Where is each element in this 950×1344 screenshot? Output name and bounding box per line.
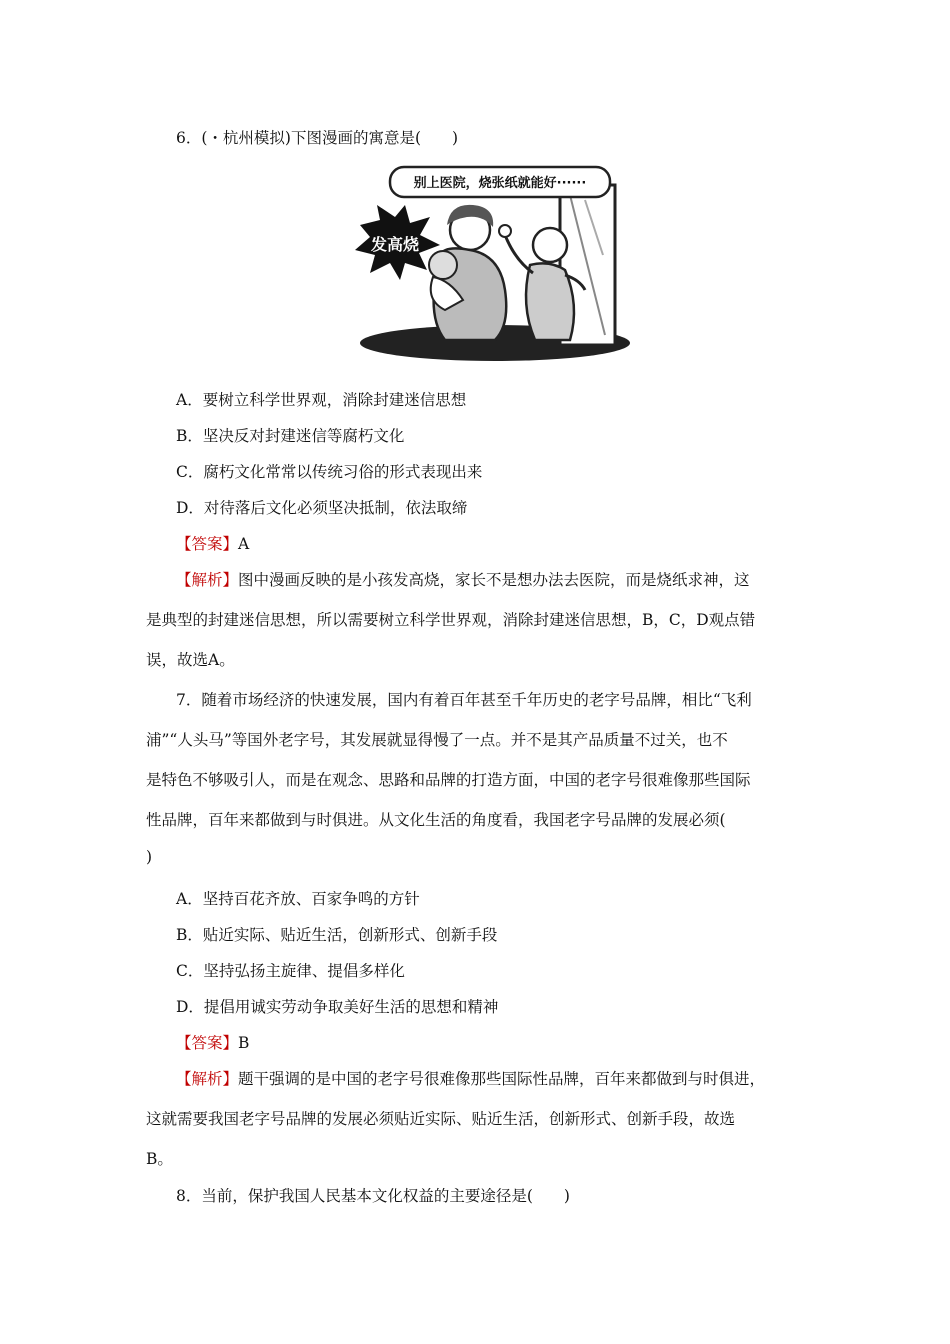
q7-option-b: B．贴近实际、贴近生活，创新形式、创新手段 [176,926,498,944]
q6-answer [176,532,249,554]
q6-analysis-line-2: 是典型的封建迷信思想，所以需要树立科学世界观，消除封建迷信思想，B，C，D观点错 [146,611,756,629]
q7-answer [176,1031,249,1053]
q6-analysis-line-1: 【解析】图中漫画反映的是小孩发高烧，家长不是想办法去医院，而是烧纸求神，这 [176,571,750,589]
analysis-tag: 【解析】 [176,571,239,589]
q7-stem-line-2: 浦”“人头马”等国外老字号，其发展就显得慢了一点。并不是其产品质量不过关，也不 [146,731,728,749]
q7-stem-line-5: ) [146,848,153,866]
q6-option-a: A．要树立科学世界观，消除封建迷信思想 [176,391,467,409]
old-man-head [533,228,567,262]
q7-stem-line-1: 7．随着市场经济的快速发展，国内有着百年甚至千年历史的老字号品牌，相比“飞利 [176,691,752,709]
answer-value: A [238,535,250,553]
q7-option-c: C．坚持弘扬主旋律、提倡多样化 [176,962,405,980]
analysis-tag: 【解析】 [176,1070,239,1088]
q7-analysis-line-1: 【解析】题干强调的是中国的老字号很难像那些国际性品牌，百年来都做到与时俱进， [176,1070,766,1088]
q7-stem-line-3: 是特色不够吸引人，而是在观念、思路和品牌的打造方面，中国的老字号很难像那些国际 [146,771,751,789]
q6-stem: 6．(・杭州模拟)下图漫画的寓意是( ) [176,129,459,147]
q6-option-b: B．坚决反对封建迷信等腐朽文化 [176,427,405,445]
superstition-cartoon [355,165,630,365]
answer-tag: 【答案】 [176,535,239,553]
old-man-hand [499,225,511,237]
q6-option-c: C．腐朽文化常常以传统习俗的形式表现出来 [176,463,483,481]
burst-text: 发高烧 [370,235,420,254]
q7-option-a: A．坚持百花齐放、百家争鸣的方针 [176,890,420,908]
q8-stem: 8．当前，保护我国人民基本文化权益的主要途径是( ) [176,1187,570,1205]
answer-value: B [238,1034,250,1052]
q7-stem-line-4: 性品牌，百年来都做到与时俱进。从文化生活的角度看，我国老字号品牌的发展必须( [146,811,726,829]
speech-bubble-text: 别上医院，烧张纸就能好······ [413,176,587,191]
q7-analysis-line-3: B。 [146,1150,173,1168]
q6-analysis-line-3: 误，故选A。 [146,651,235,669]
q7-option-d: D．提倡用诚实劳动争取美好生活的思想和精神 [176,998,499,1016]
q7-analysis-line-2: 这就需要我国老字号品牌的发展必须贴近实际、贴近生活，创新形式、创新手段，故选 [146,1110,736,1128]
q6-option-d: D．对待落后文化必须坚决抵制，依法取缔 [176,499,468,517]
child-head [429,251,457,279]
answer-tag: 【答案】 [176,1034,239,1052]
